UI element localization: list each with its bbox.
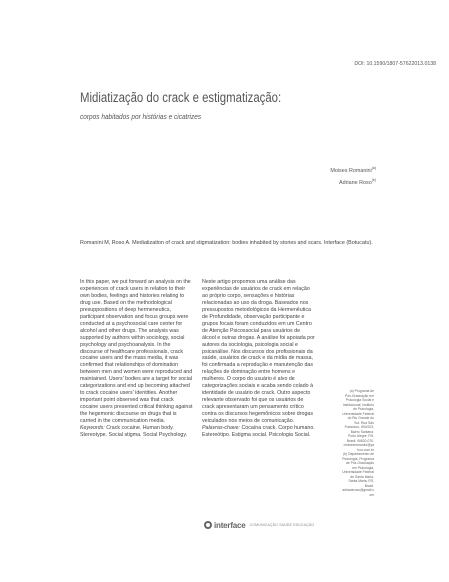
doi: DOI: 10.1590/1807-57622013.0138 [354, 61, 436, 67]
abstract-portuguese [202, 279, 315, 439]
abstract-english [80, 279, 193, 439]
journal-logo: interface [214, 520, 246, 530]
author: Adriane Roso$^{(b)}$ [339, 177, 376, 186]
interface-logo-icon [204, 521, 212, 529]
resumo-text: Neste artigo propomos uma análise das experiências de usuários de crack em relação ao próprio corpo, sensações e histórias relacionadas ao uso da droga. Baseados nos pressupostos metodológicos da Hermenêutica de Profundidade, observação participante e grupos focais foram conduzidos em um Centro de Atenção Psicossocial para usuários de álcool e outras drogas. A análise foi apoiada por autores da sociologia, psicologia social e psicanálise. Nos discursos dos profissionais da saúde, usuários de crack e da mídia de massa, foi confirmada a reprodução e manutenção das relações de dominação entre homens e mulheres. O corpo do usuário é alvo de categorizações sociais e acaba sendo colado à identidade de usuário de crack. Outro aspecto relevante observado foi que os usuários de crack apresentaram um pensamento crítico contra os discursos hegemônicos sobre drogas veiculados nos meios de comunicação. [202, 279, 315, 425]
author: Moises Romanini$^{(a)}$ [330, 166, 376, 174]
abstract-text: In this paper, we put forward an analysis on the experiences of crack users in relation to their own bodies, feelings and histories relating to drug use. Based on the methodological presuppositions of deep hermeneutics, participant observation and focus groups were conducted at a psychosocial care center for alcohol and other drugs. The analysis was supported by authors within sociology, social psychology and psychoanalysis. In the discourse of healthcare professionals, crack cocaine users and the mass media, it was confirmed that relationships of domination between men and women were reproduced and maintained. Users' bodies are a target for social categorizations and end up becoming attached to crack cocaine users' identities. Another important point observed was that crack cocaine users presented critical thinking against the hegemonic discourse on drugs that is carried in the communication media. [80, 279, 193, 425]
author-list [290, 164, 376, 188]
author-affiliations [342, 389, 374, 497]
keywords: Keywords: Crack cocaine. Human body. Stereotype. Social stigma. Social Psychology. [80, 425, 188, 438]
citation: Romanini M, Roso A. Mediatization of crack and stigmatization: bodies inhabited by stories and scars. Interface (Botucatu). [80, 240, 373, 246]
affiliation: (b) Departamento de Psicologia, Programa de Pós-Graduação em Psicologia, Universidade Federal de Santa Maria. Santa Maria, RS, Brasil. adrianeroso@gmail.com [342, 452, 374, 497]
palavras-chave: Palavras-chave: Cocaína crack. Corpo humano. Estereótipo. Estigma social. Psicologia Social. [202, 425, 315, 438]
article-title: Midiatização do crack e estigmatização: [80, 90, 282, 105]
journal-footer [204, 518, 314, 532]
article-subtitle: corpos habitados por histórias e cicatrizes [80, 112, 202, 121]
journal-tagline: COMUNICAÇÃO SAÚDE EDUCAÇÃO [249, 523, 315, 527]
affiliation: (a) Programa de Pós-Graduação em Psicologia Social e Institucional, Instituto de Psicologia, Universidade Federal do Rio Grande do Sul. Rua São Francisco, 894/203, Bairro Santana. Porto Alegre, RS, Brasil. 90620-070. moisesromanini@yahoo.com.br [342, 389, 374, 452]
